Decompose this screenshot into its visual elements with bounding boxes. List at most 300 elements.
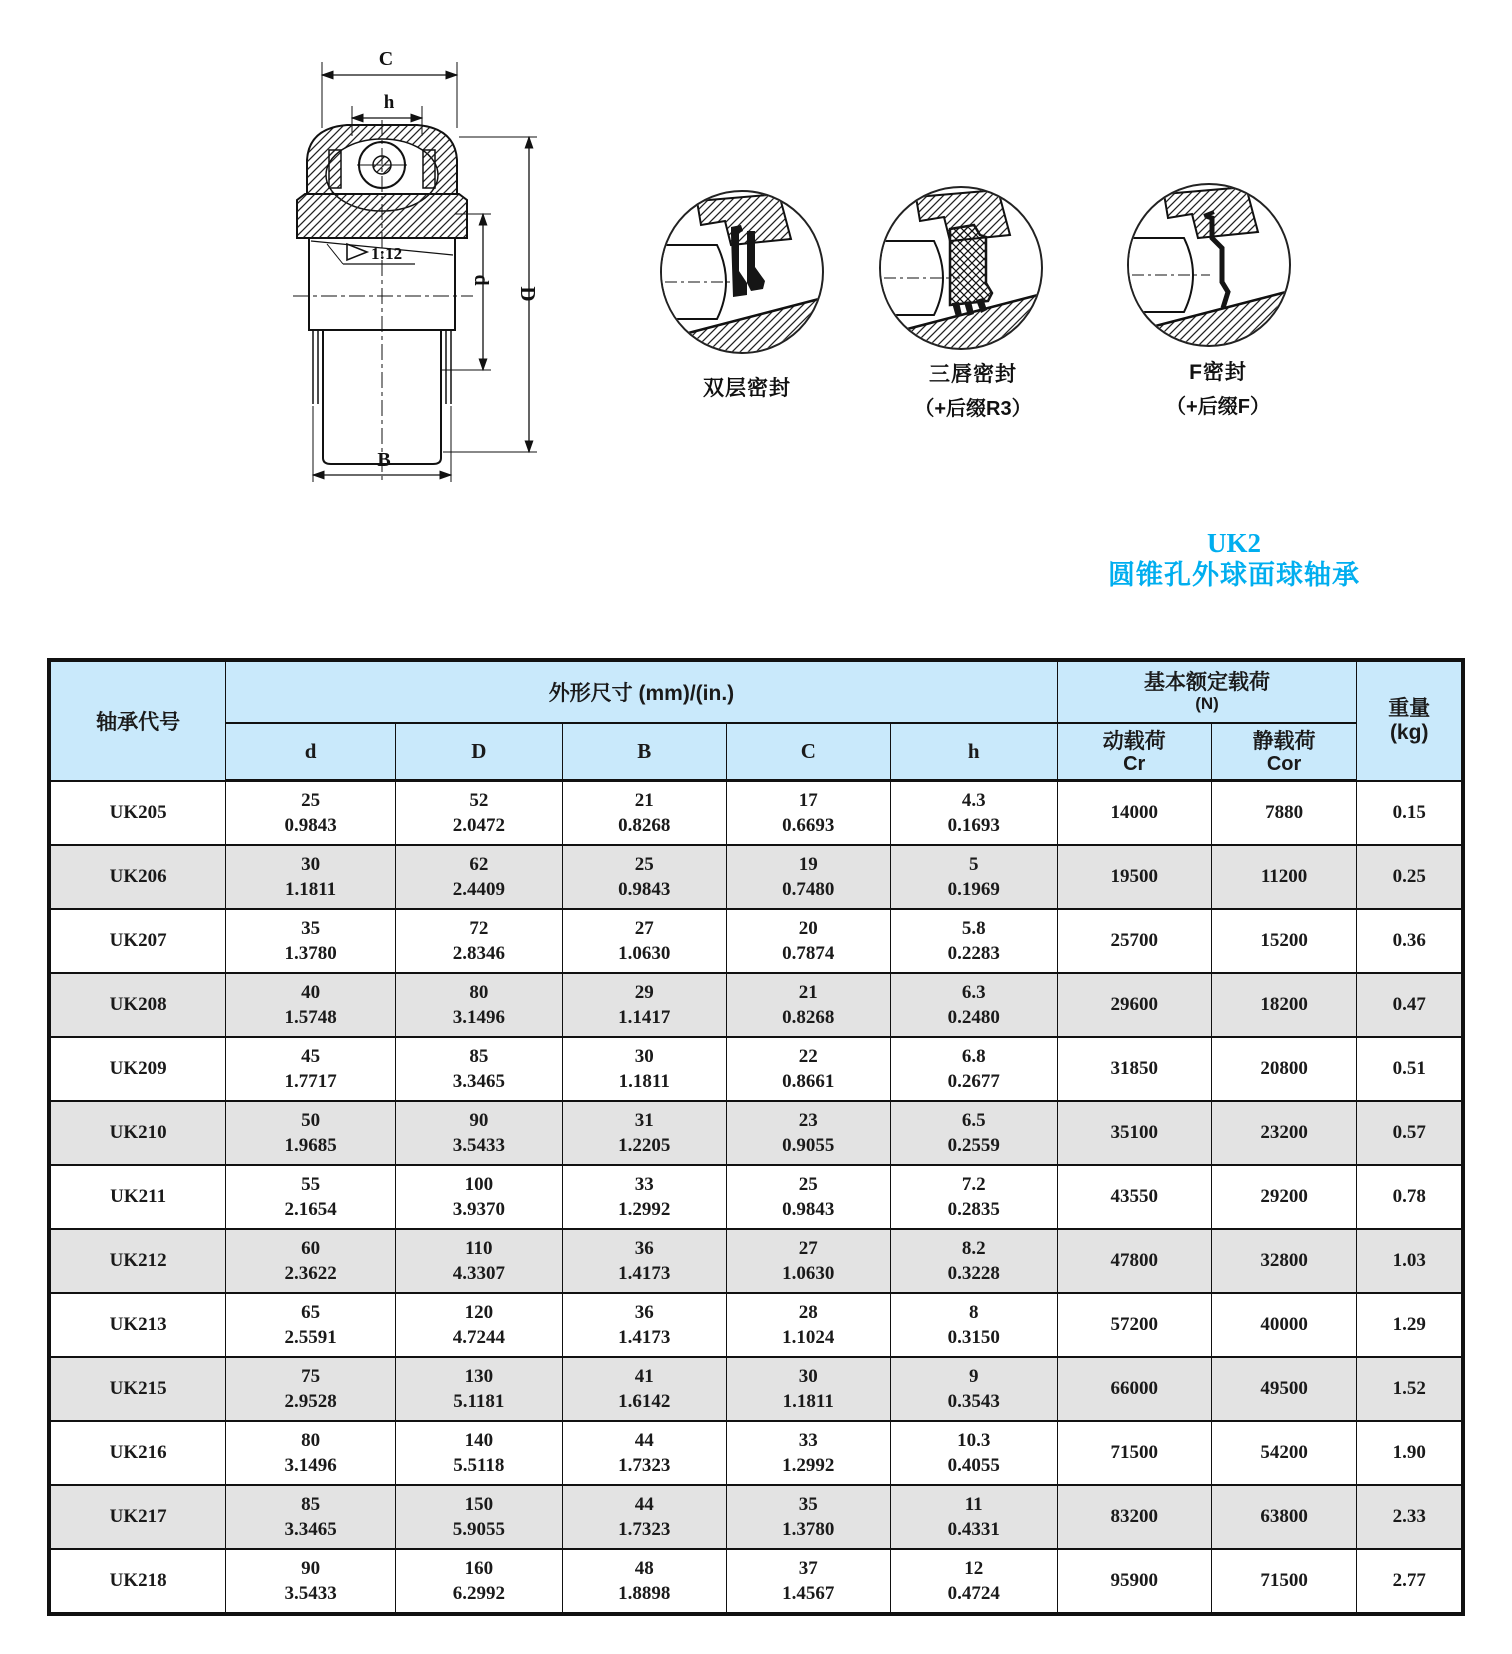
cell-dim-d (226, 781, 396, 846)
cell-dim-D (395, 1485, 562, 1549)
cell-dim-C (726, 1293, 890, 1357)
cell-weight: 0.47 (1357, 973, 1463, 1037)
cell-dim-D (395, 909, 562, 973)
cell-dim-d (226, 1485, 396, 1549)
dim-mm-value: 30 (634, 1046, 654, 1067)
cell-dim-D (395, 1421, 562, 1485)
dim-mm-value: 150 (464, 1494, 494, 1515)
cell-dim-h (890, 1549, 1057, 1614)
dim-mm-value: 44 (634, 1430, 654, 1451)
cell-dim-B (562, 1165, 726, 1229)
cell-dim-B (562, 1421, 726, 1485)
dim-inch-value: 5.1181 (453, 1391, 505, 1412)
cell-dim-d (226, 973, 396, 1037)
cell-bearing-code: UK205 (49, 781, 226, 846)
dim-inch-value: 1.7323 (618, 1455, 671, 1476)
dim-mm-value: 36 (634, 1238, 654, 1259)
bearing-cross-section-drawing (285, 32, 595, 502)
dim-mm-value: 35 (798, 1494, 818, 1515)
cell-dim-D (395, 1037, 562, 1101)
dim-inch-value: 1.0630 (782, 1263, 835, 1284)
seal-note-triple-lip: （+后缀R3） (914, 398, 1032, 420)
dim-inch-value: 1.1024 (782, 1327, 835, 1348)
series-title-name: 圆锥孔外球面球轴承 (1108, 560, 1360, 590)
cell-dynamic-load: 14000 (1057, 781, 1211, 846)
dim-inch-value: 1.3780 (782, 1519, 835, 1540)
dim-label-c: C (378, 48, 394, 70)
cell-bearing-code: UK213 (49, 1293, 226, 1357)
dim-mm-value: 40 (301, 982, 321, 1003)
cell-dynamic-load: 31850 (1057, 1037, 1211, 1101)
dim-inch-value: 6.2992 (452, 1583, 505, 1604)
dim-mm-value: 41 (634, 1366, 654, 1387)
table-row (49, 1101, 1463, 1165)
header-load-group-unit: (N) (1195, 694, 1219, 713)
dim-inch-value: 1.2205 (618, 1135, 671, 1156)
dim-inch-value: 1.7323 (618, 1519, 671, 1540)
dim-label-h: h (383, 92, 395, 113)
dim-inch-value: 3.9370 (452, 1199, 505, 1220)
cell-dynamic-load: 29600 (1057, 973, 1211, 1037)
cell-weight: 1.29 (1357, 1293, 1463, 1357)
header-bearing-code: 轴承代号 (49, 660, 226, 781)
header-load-group (1057, 660, 1357, 723)
seal-diagram-f-seal (1124, 180, 1294, 350)
cell-dim-h (890, 1037, 1057, 1101)
cell-weight: 0.78 (1357, 1165, 1463, 1229)
dim-inch-value: 0.9843 (284, 815, 337, 836)
dim-inch-value: 0.3228 (947, 1263, 1000, 1284)
cell-dynamic-load: 66000 (1057, 1357, 1211, 1421)
cell-dim-B (562, 1101, 726, 1165)
dim-mm-value: 120 (464, 1302, 494, 1323)
dim-inch-value: 1.2992 (782, 1455, 835, 1476)
cell-static-load: 23200 (1211, 1101, 1357, 1165)
dim-inch-value: 1.2992 (618, 1199, 671, 1220)
dim-inch-value: 0.8661 (782, 1071, 835, 1092)
table-row (49, 1165, 1463, 1229)
dim-mm-value: 90 (301, 1558, 321, 1579)
dim-inch-value: 0.8268 (782, 1007, 835, 1028)
header-dim-C: C (726, 723, 890, 781)
dim-inch-value: 1.8898 (618, 1583, 671, 1604)
cell-weight: 0.51 (1357, 1037, 1463, 1101)
seal-diagram-double-layer (657, 187, 827, 357)
dim-inch-value: 0.4055 (947, 1455, 1000, 1476)
cell-dim-C (726, 1229, 890, 1293)
dim-inch-value: 1.1811 (284, 879, 337, 900)
header-dim-D: D (395, 723, 562, 781)
cell-weight: 2.77 (1357, 1549, 1463, 1614)
dim-mm-value: 85 (469, 1046, 489, 1067)
dim-mm-value: 100 (464, 1174, 494, 1195)
cell-dim-D (395, 1229, 562, 1293)
cell-dim-B (562, 973, 726, 1037)
header-static-load (1211, 723, 1357, 781)
dim-inch-value: 1.1417 (618, 1007, 671, 1028)
cell-weight: 0.25 (1357, 845, 1463, 909)
cell-dim-d (226, 909, 396, 973)
dim-mm-value: 45 (301, 1046, 321, 1067)
dim-mm-value: 44 (634, 1494, 654, 1515)
dim-mm-value: 20 (798, 918, 818, 939)
cell-dim-C (726, 909, 890, 973)
dim-inch-value: 0.3150 (947, 1327, 1000, 1348)
dim-mm-value: 5.8 (961, 918, 986, 939)
dim-mm-value: 37 (798, 1558, 818, 1579)
dim-label-d: d (470, 274, 492, 286)
cell-dim-h (890, 1421, 1057, 1485)
taper-ratio-label: 1:12 (371, 244, 403, 263)
cell-dim-d (226, 1229, 396, 1293)
dim-mm-value: 90 (469, 1110, 489, 1131)
cell-weight: 1.90 (1357, 1421, 1463, 1485)
dim-mm-value: 85 (301, 1494, 321, 1515)
cell-dim-d (226, 1101, 396, 1165)
dim-inch-value: 5.5118 (453, 1455, 505, 1476)
cell-static-load: 29200 (1211, 1165, 1357, 1229)
cell-dynamic-load: 19500 (1057, 845, 1211, 909)
dim-label-B: B (377, 449, 391, 471)
cell-dim-D (395, 1165, 562, 1229)
cell-bearing-code: UK209 (49, 1037, 226, 1101)
cell-static-load: 54200 (1211, 1421, 1357, 1485)
seal-diagram-triple-lip (876, 183, 1046, 353)
seal-caption-double-layer: 双层密封 (703, 377, 791, 400)
dim-inch-value: 5.9055 (452, 1519, 505, 1540)
dim-inch-value: 1.3780 (284, 943, 337, 964)
cell-dim-h (890, 1229, 1057, 1293)
cell-static-load: 11200 (1211, 845, 1357, 909)
dim-mm-value: 19 (798, 854, 818, 875)
cell-dim-B (562, 1037, 726, 1101)
cell-dim-h (890, 845, 1057, 909)
dim-mm-value: 25 (634, 854, 654, 875)
cell-static-load: 32800 (1211, 1229, 1357, 1293)
cell-dim-d (226, 1421, 396, 1485)
dim-inch-value: 3.3465 (452, 1071, 505, 1092)
header-dimensions-group: 外形尺寸 (mm)/(in.) (226, 660, 1057, 723)
table-header-group-row (49, 660, 1463, 723)
table-row (49, 909, 1463, 973)
dim-mm-value: 31 (634, 1110, 654, 1131)
dim-mm-value: 48 (634, 1558, 654, 1579)
cell-static-load: 63800 (1211, 1485, 1357, 1549)
cell-dim-h (890, 1165, 1057, 1229)
dim-mm-value: 36 (634, 1302, 654, 1323)
dim-inch-value: 3.5433 (284, 1583, 337, 1604)
dim-inch-value: 2.3622 (284, 1263, 337, 1284)
dim-inch-value: 1.4567 (782, 1583, 835, 1604)
header-static-load-title: 静载荷 (1252, 729, 1316, 753)
dim-inch-value: 1.4173 (618, 1327, 671, 1348)
cell-static-load: 18200 (1211, 973, 1357, 1037)
dim-inch-value: 0.4331 (947, 1519, 1000, 1540)
header-dynamic-load-symbol: Cr (1123, 752, 1146, 775)
dim-inch-value: 0.6693 (782, 815, 835, 836)
cell-dim-h (890, 781, 1057, 846)
cell-bearing-code: UK215 (49, 1357, 226, 1421)
cell-static-load: 7880 (1211, 781, 1357, 846)
cell-dim-h (890, 1485, 1057, 1549)
cell-dim-C (726, 1037, 890, 1101)
dim-mm-value: 6.3 (961, 982, 986, 1003)
dim-mm-value: 30 (798, 1366, 818, 1387)
dim-inch-value: 0.8268 (618, 815, 671, 836)
cell-dynamic-load: 57200 (1057, 1293, 1211, 1357)
cell-weight: 0.15 (1357, 781, 1463, 846)
cell-bearing-code: UK212 (49, 1229, 226, 1293)
cell-static-load: 15200 (1211, 909, 1357, 973)
dim-mm-value: 4.3 (961, 790, 986, 811)
dim-inch-value: 0.1693 (947, 815, 1000, 836)
cell-dim-C (726, 1485, 890, 1549)
dim-mm-value: 17 (798, 790, 818, 811)
cell-bearing-code: UK208 (49, 973, 226, 1037)
dim-inch-value: 0.2283 (947, 943, 1000, 964)
table-row (49, 1549, 1463, 1614)
table-row (49, 845, 1463, 909)
dim-inch-value: 0.9055 (782, 1135, 835, 1156)
dim-mm-value: 8 (968, 1302, 979, 1323)
dim-inch-value: 1.1811 (782, 1391, 834, 1412)
cell-dim-d (226, 1165, 396, 1229)
dim-inch-value: 0.2677 (947, 1071, 1000, 1092)
cell-dim-C (726, 1165, 890, 1229)
cell-dim-D (395, 781, 562, 846)
dim-mm-value: 75 (301, 1366, 321, 1387)
dim-inch-value: 2.9528 (284, 1391, 337, 1412)
header-dynamic-load-title: 动载荷 (1102, 729, 1166, 753)
dim-inch-value: 3.1496 (284, 1455, 337, 1476)
cell-static-load: 20800 (1211, 1037, 1357, 1101)
table-row (49, 973, 1463, 1037)
cell-dynamic-load: 95900 (1057, 1549, 1211, 1614)
cell-dim-h (890, 909, 1057, 973)
dim-mm-value: 33 (634, 1174, 654, 1195)
cell-weight: 1.52 (1357, 1357, 1463, 1421)
dim-mm-value: 10.3 (957, 1430, 991, 1451)
dim-inch-value: 0.9843 (618, 879, 671, 900)
cell-weight: 0.36 (1357, 909, 1463, 973)
cell-bearing-code: UK211 (49, 1165, 226, 1229)
dim-inch-value: 2.0472 (452, 815, 505, 836)
cell-dim-B (562, 845, 726, 909)
header-weight-unit: (kg) (1389, 720, 1429, 744)
dim-mm-value: 22 (798, 1046, 818, 1067)
cell-dim-B (562, 1229, 726, 1293)
dim-inch-value: 1.6142 (618, 1391, 671, 1412)
cell-weight: 1.03 (1357, 1229, 1463, 1293)
table-row (49, 781, 1463, 846)
dim-inch-value: 1.7717 (284, 1071, 337, 1092)
dim-mm-value: 130 (464, 1366, 494, 1387)
dim-mm-value: 6.8 (961, 1046, 986, 1067)
dim-mm-value: 9 (968, 1366, 979, 1387)
table-row (49, 1037, 1463, 1101)
table-header-sub-row (49, 723, 1463, 781)
cell-dim-B (562, 1549, 726, 1614)
dim-inch-value: 0.1969 (947, 879, 1000, 900)
cell-dim-D (395, 1101, 562, 1165)
dim-inch-value: 3.1496 (452, 1007, 505, 1028)
cell-dim-h (890, 1101, 1057, 1165)
dim-mm-value: 11 (964, 1494, 983, 1515)
dim-mm-value: 30 (301, 854, 321, 875)
table-row (49, 1357, 1463, 1421)
dim-mm-value: 62 (469, 854, 489, 875)
dim-inch-value: 0.2835 (947, 1199, 1000, 1220)
table-row (49, 1229, 1463, 1293)
cell-static-load: 71500 (1211, 1549, 1357, 1614)
dim-inch-value: 4.7244 (452, 1327, 505, 1348)
cell-dim-D (395, 973, 562, 1037)
cell-bearing-code: UK210 (49, 1101, 226, 1165)
cell-dim-C (726, 1421, 890, 1485)
cell-dynamic-load: 47800 (1057, 1229, 1211, 1293)
cell-dim-d (226, 1357, 396, 1421)
dim-inch-value: 0.2559 (947, 1135, 1000, 1156)
cell-dim-D (395, 1549, 562, 1614)
cell-dynamic-load: 71500 (1057, 1421, 1211, 1485)
dim-mm-value: 33 (798, 1430, 818, 1451)
dim-inch-value: 0.2480 (947, 1007, 1000, 1028)
dim-inch-value: 0.7480 (782, 879, 835, 900)
dim-mm-value: 52 (469, 790, 489, 811)
cell-dim-d (226, 1549, 396, 1614)
cell-dim-C (726, 845, 890, 909)
dim-mm-value: 72 (469, 918, 489, 939)
table-row (49, 1421, 1463, 1485)
cell-dim-h (890, 973, 1057, 1037)
dim-mm-value: 23 (798, 1110, 818, 1131)
dim-mm-value: 28 (798, 1302, 818, 1323)
cell-dim-B (562, 1357, 726, 1421)
dim-inch-value: 0.4724 (947, 1583, 1000, 1604)
dim-inch-value: 0.9843 (782, 1199, 835, 1220)
dim-inch-value: 4.3307 (452, 1263, 505, 1284)
cell-dim-d (226, 1293, 396, 1357)
cell-dim-C (726, 1101, 890, 1165)
spec-table (47, 658, 1465, 1616)
seal-caption-triple-lip: 三唇密封 (929, 363, 1017, 386)
dim-mm-value: 5 (968, 854, 979, 875)
dim-mm-value: 21 (634, 790, 654, 811)
dim-mm-value: 27 (634, 918, 654, 939)
header-weight-title: 重量 (1388, 696, 1431, 720)
dim-inch-value: 3.3465 (284, 1519, 337, 1540)
cell-bearing-code: UK207 (49, 909, 226, 973)
dim-mm-value: 65 (301, 1302, 321, 1323)
dim-mm-value: 27 (798, 1238, 818, 1259)
dim-inch-value: 1.9685 (284, 1135, 337, 1156)
dim-mm-value: 60 (301, 1238, 321, 1259)
cell-dim-C (726, 1357, 890, 1421)
cell-dim-C (726, 781, 890, 846)
cell-dim-D (395, 1357, 562, 1421)
dim-mm-value: 110 (465, 1238, 493, 1259)
dim-mm-value: 160 (464, 1558, 494, 1579)
header-dynamic-load (1057, 723, 1211, 781)
cell-dim-B (562, 1485, 726, 1549)
cell-dynamic-load: 35100 (1057, 1101, 1211, 1165)
cell-bearing-code: UK206 (49, 845, 226, 909)
cell-bearing-code: UK218 (49, 1549, 226, 1614)
dim-label-D: D (516, 286, 540, 302)
dim-inch-value: 2.1654 (284, 1199, 337, 1220)
header-load-group-title: 基本额定载荷 (1144, 671, 1270, 694)
header-dim-d: d (226, 723, 396, 781)
dim-mm-value: 35 (301, 918, 321, 939)
seal-caption-f-seal: F密封 (1189, 361, 1247, 384)
cell-dim-h (890, 1357, 1057, 1421)
dim-inch-value: 2.8346 (452, 943, 505, 964)
cell-dim-D (395, 845, 562, 909)
header-static-load-symbol: Cor (1266, 752, 1302, 775)
dim-mm-value: 29 (634, 982, 654, 1003)
cell-bearing-code: UK216 (49, 1421, 226, 1485)
cell-dim-d (226, 1037, 396, 1101)
cell-static-load: 49500 (1211, 1357, 1357, 1421)
seal-note-f-seal: （+后缀F） (1166, 396, 1270, 418)
cell-dynamic-load: 43550 (1057, 1165, 1211, 1229)
cell-dynamic-load: 25700 (1057, 909, 1211, 973)
dim-mm-value: 12 (964, 1558, 984, 1579)
dim-mm-value: 50 (301, 1110, 321, 1131)
series-title-code: UK2 (1207, 528, 1261, 558)
table-row (49, 1485, 1463, 1549)
dim-inch-value: 2.4409 (452, 879, 505, 900)
dim-mm-value: 21 (798, 982, 818, 1003)
header-dim-B: B (562, 723, 726, 781)
cell-dim-B (562, 1293, 726, 1357)
cell-dim-B (562, 909, 726, 973)
dim-inch-value: 0.3543 (947, 1391, 1000, 1412)
cell-static-load: 40000 (1211, 1293, 1357, 1357)
dim-mm-value: 7.2 (961, 1174, 986, 1195)
cell-dynamic-load: 83200 (1057, 1485, 1211, 1549)
dim-mm-value: 25 (798, 1174, 818, 1195)
spec-table-body (49, 781, 1463, 1615)
dim-mm-value: 8.2 (961, 1238, 986, 1259)
header-dim-h: h (890, 723, 1057, 781)
cell-dim-h (890, 1293, 1057, 1357)
dim-inch-value: 2.5591 (284, 1327, 337, 1348)
cell-bearing-code: UK217 (49, 1485, 226, 1549)
cell-dim-B (562, 781, 726, 846)
header-weight (1357, 660, 1463, 781)
series-title (1064, 528, 1404, 592)
cell-weight: 2.33 (1357, 1485, 1463, 1549)
cell-dim-d (226, 845, 396, 909)
dim-inch-value: 1.5748 (284, 1007, 337, 1028)
dim-inch-value: 1.0630 (618, 943, 671, 964)
dim-mm-value: 80 (469, 982, 489, 1003)
cell-dim-D (395, 1293, 562, 1357)
cell-dim-C (726, 1549, 890, 1614)
dim-mm-value: 55 (301, 1174, 321, 1195)
dim-mm-value: 25 (301, 790, 321, 811)
dim-inch-value: 0.7874 (782, 943, 835, 964)
dim-inch-value: 1.1811 (618, 1071, 670, 1092)
table-row (49, 1293, 1463, 1357)
dim-mm-value: 140 (464, 1430, 494, 1451)
cell-weight: 0.57 (1357, 1101, 1463, 1165)
dim-mm-value: 6.5 (961, 1110, 986, 1131)
cell-dim-C (726, 973, 890, 1037)
dim-mm-value: 80 (301, 1430, 321, 1451)
dim-inch-value: 3.5433 (452, 1135, 505, 1156)
